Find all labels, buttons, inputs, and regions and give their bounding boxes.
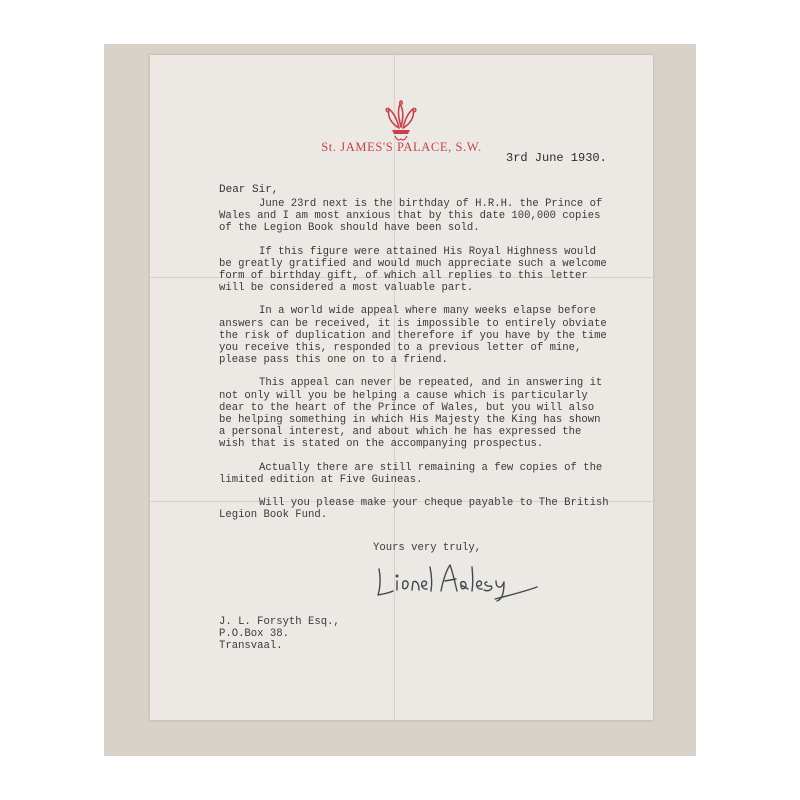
paragraph: Actually there are still remaining a few copies of the limited edition at Five Guineas.: [219, 461, 603, 486]
recipient-name: J. L. Forsyth Esq.,: [219, 616, 340, 628]
paragraph: In a world wide appeal where many weeks elapse before answers can be received, it is impossible to entirely obviate the risk of duplication and therefore if you have by the time you receive this, responded to a previous letter of mine, please pass this one on to a friend.: [219, 305, 607, 367]
paragraph: June 23rd next is the birthday of H.R.H. the Prince of Wales and I am most anxious that by this date 100,000 copies of the Legion Book should have been sold.: [219, 198, 603, 235]
paragraph: If this figure were attained His Royal Highness would be greatly gratified and would much appreciate such a welcome form of birthday gift, of which all replies to this letter will be considered a most valuable part.: [219, 245, 607, 295]
recipient-region: Transvaal.: [219, 640, 283, 653]
recipient-address: [219, 616, 340, 653]
letter-body: [219, 198, 609, 532]
paragraph: This appeal can never be repeated, and in answering it not only will you be helping a cause which is particularly dear to the heart of the Prince of Wales, but you will also be helping something in which His Majesty the King has shown a personal interest, and about which he has expressed the wish that is stated on the accompanying prospectus.: [219, 377, 603, 451]
letterhead-address: St. JAMES'S PALACE, S.W.: [321, 140, 482, 154]
recipient-box: P.O.Box 38.: [219, 628, 289, 641]
salutation: Dear Sir,: [219, 184, 279, 196]
closing: Yours very truly,: [373, 542, 482, 554]
paragraph: Will you please make your cheque payable to The British Legion Book Fund.: [219, 497, 609, 522]
letter-sheet: [150, 55, 653, 720]
letter-date: 3rd June 1930.: [506, 151, 607, 165]
handwritten-signature: [375, 555, 540, 607]
